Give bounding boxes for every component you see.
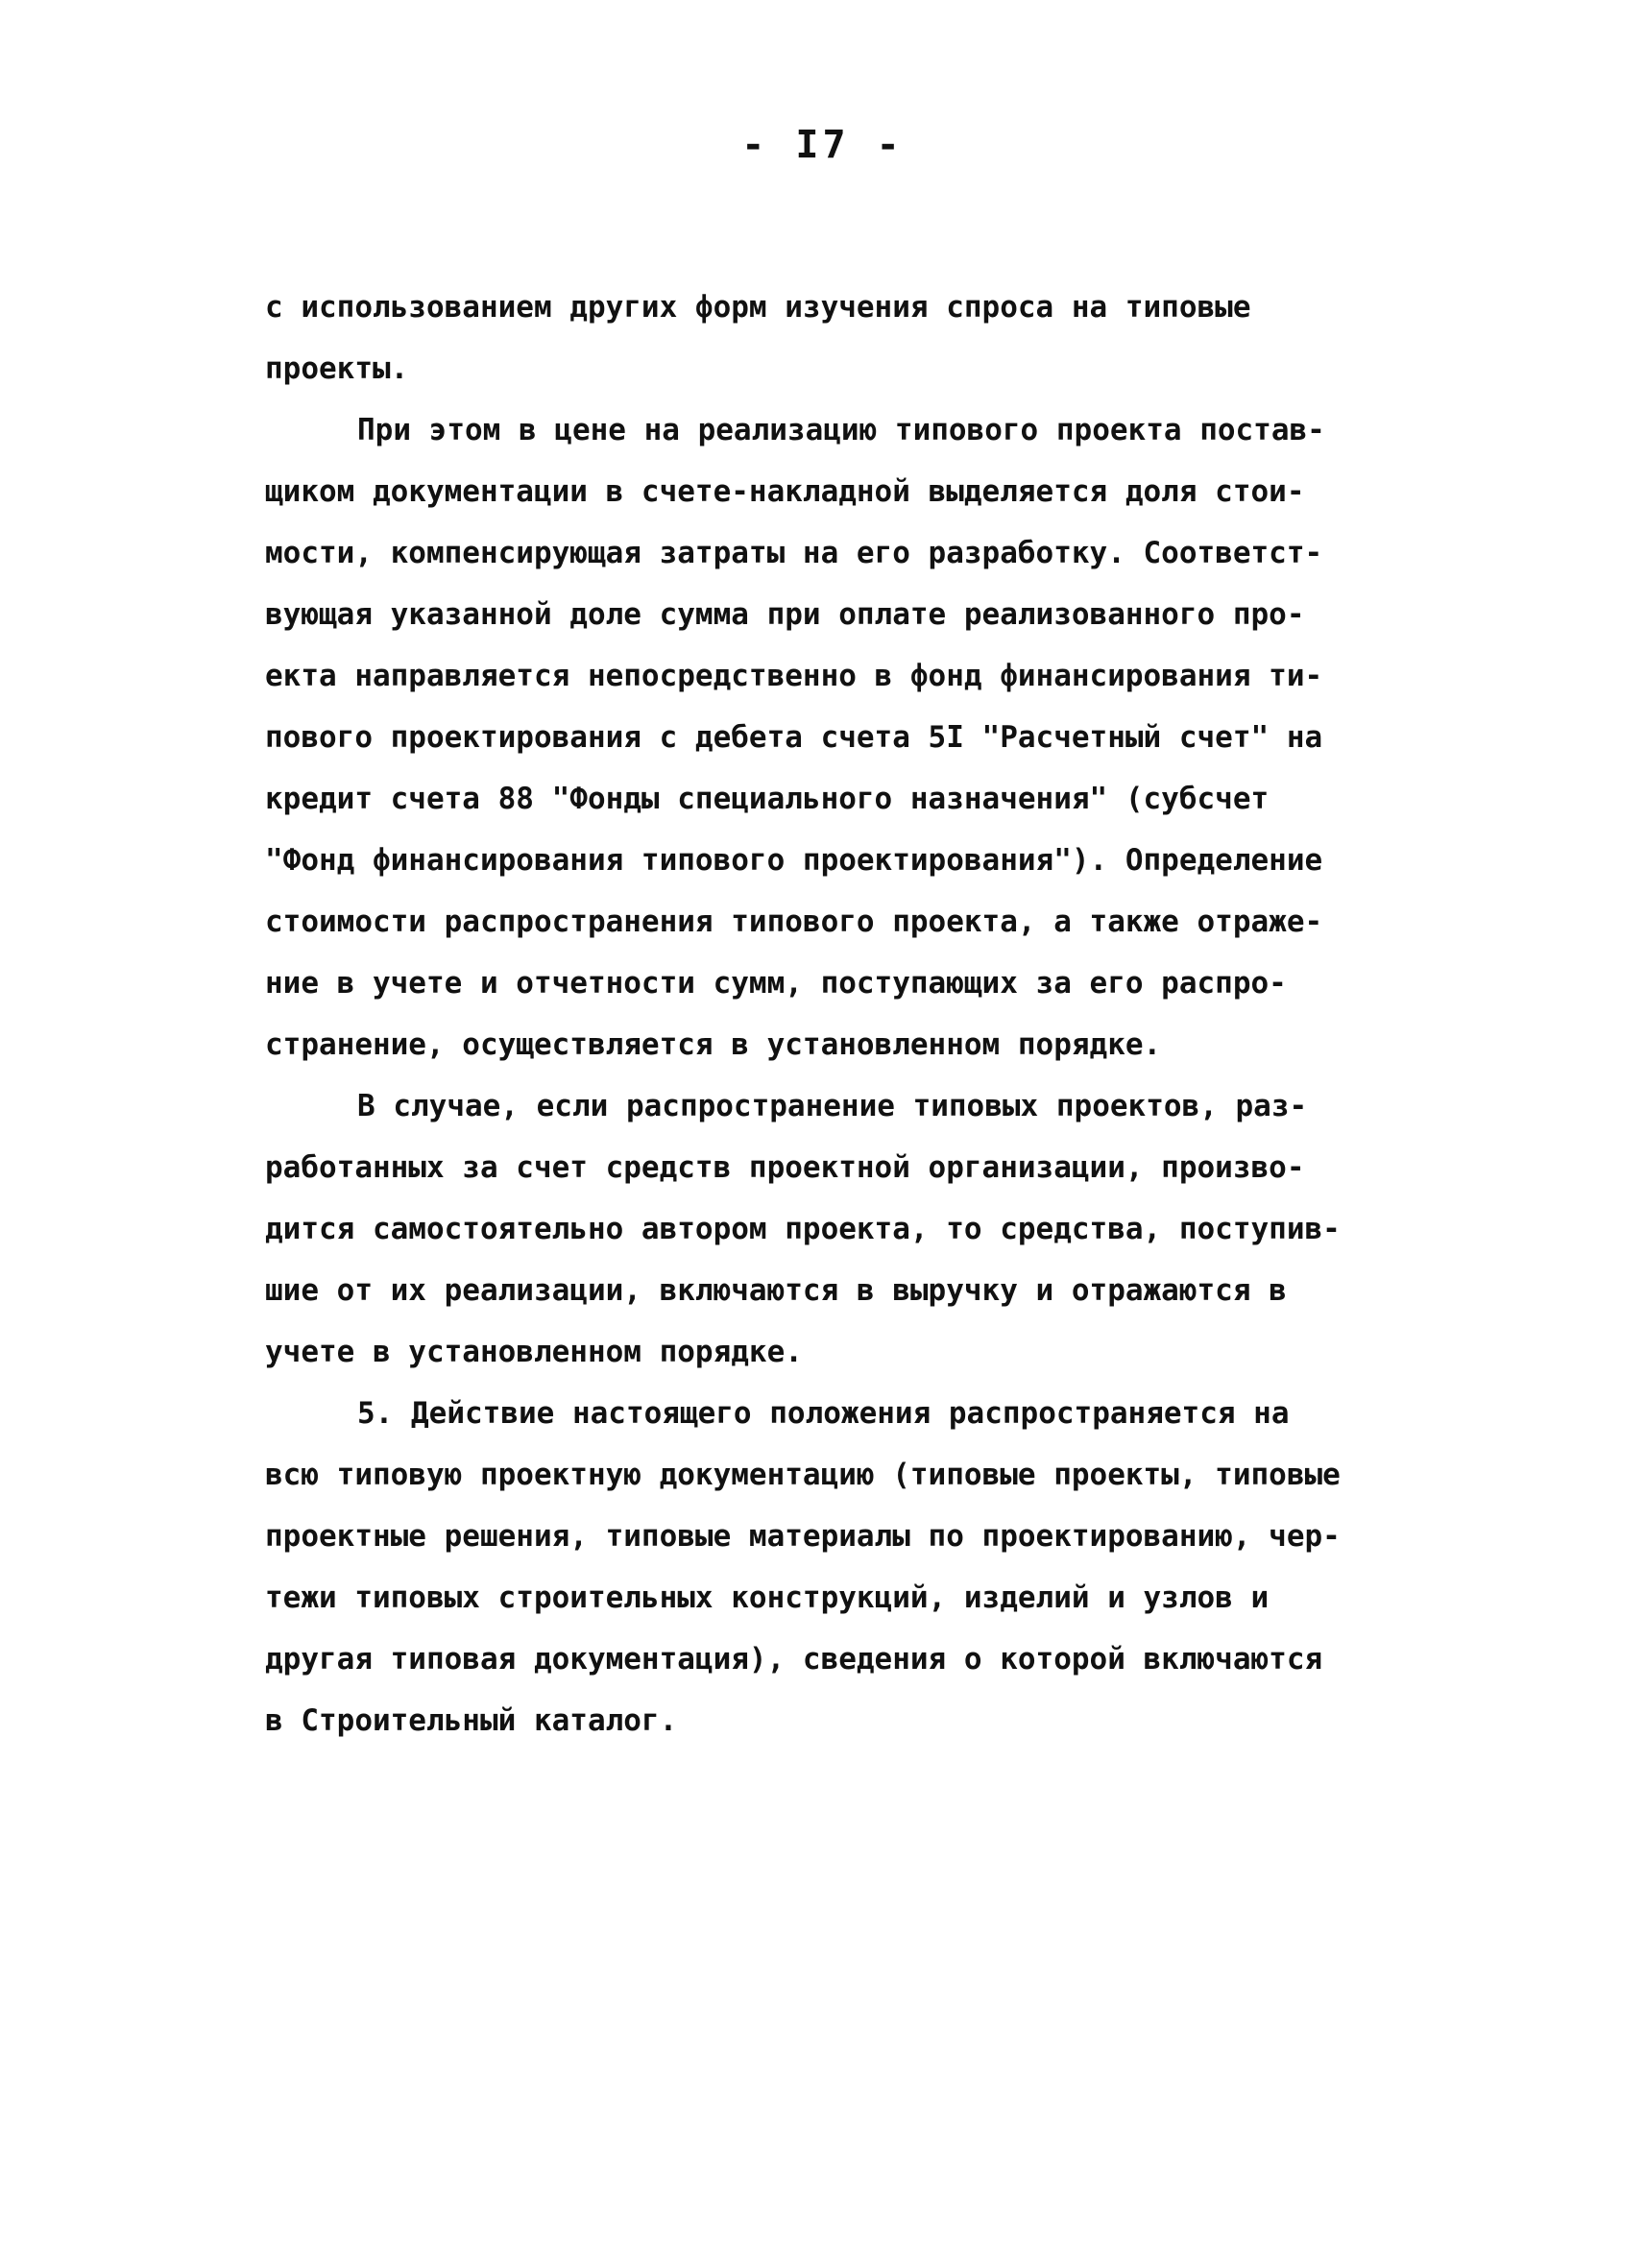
text-line: стоимости распространения типового проекта, а также отраже- (265, 905, 1323, 939)
text-line: странение, осуществляется в установленном порядке. (265, 1027, 1162, 1062)
text-line: щиком документации в счете-накладной выделяется доля стои- (265, 474, 1305, 509)
body-text (265, 277, 1398, 1751)
text-line: мости, компенсирующая затраты на его разработку. Соответст- (265, 536, 1323, 570)
text-line: с использованием других форм изучения спроса на типовые (265, 290, 1251, 325)
text-line: екта направляется непосредственно в фонд финансирования ти- (265, 659, 1323, 693)
text-line: другая типовая документация), сведения о которой включаются (265, 1642, 1323, 1677)
text-line: работанных за счет средств проектной организации, произво- (265, 1150, 1305, 1185)
text-line: шие от их реализации, включаются в выручку и отражаются в (265, 1273, 1287, 1308)
text-line: проекты. (265, 351, 409, 386)
text-line: всю типовую проектную документацию (типовые проекты, типовые (265, 1458, 1341, 1492)
text-line: пового проектирования с дебета счета 5I "Расчетный счет" на (265, 720, 1323, 755)
text-line: в Строительный каталог. (265, 1703, 678, 1738)
text-line: проектные решения, типовые материалы по проектированию, чер- (265, 1519, 1341, 1554)
text-line: 5. Действие настоящего положения распространяется на (357, 1396, 1290, 1431)
page-number: - I7 - (741, 123, 904, 167)
text-line: В случае, если распространение типовых проектов, раз- (357, 1089, 1308, 1123)
text-line: ние в учете и отчетности сумм, поступающих за его распро- (265, 966, 1287, 1001)
text-line: тежи типовых строительных конструкций, изделий и узлов и (265, 1580, 1270, 1615)
text-line: "Фонд финансирования типового проектирования"). Определение (265, 843, 1323, 878)
text-line: При этом в цене на реализацию типового проекта постав- (357, 413, 1325, 447)
text-line: дится самостоятельно автором проекта, то средства, поступив- (265, 1212, 1341, 1246)
text-line: учете в установленном порядке. (265, 1335, 803, 1369)
text-line: вующая указанной доле сумма при оплате реализованного про- (265, 597, 1305, 632)
text-line: кредит счета 88 "Фонды специального назначения" (субсчет (265, 782, 1270, 816)
